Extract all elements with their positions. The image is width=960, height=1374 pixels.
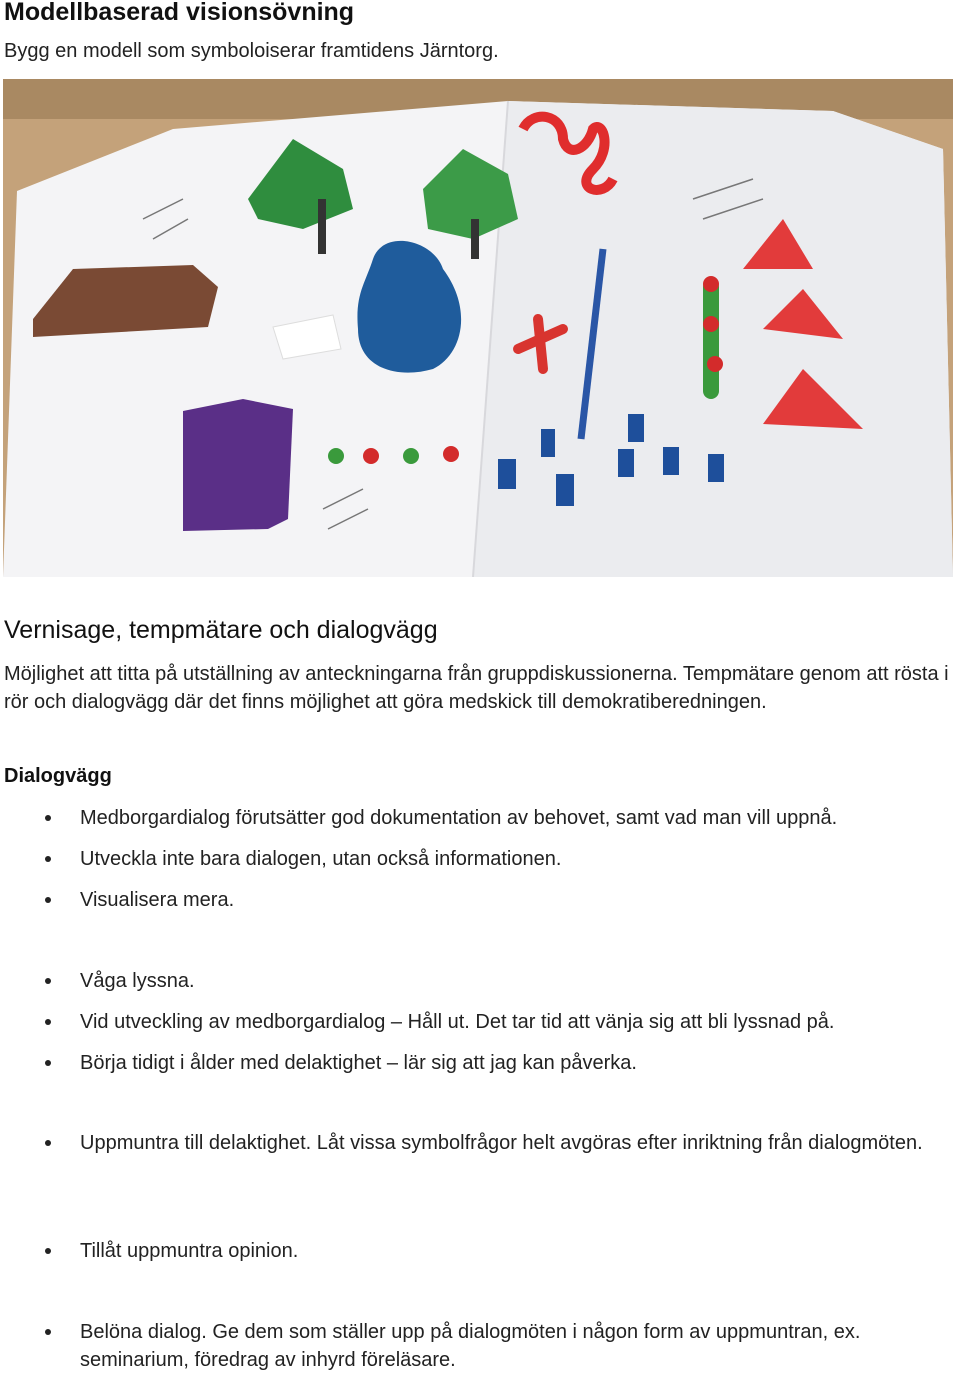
intro-text: Bygg en modell som symboloiserar framtidens Järntorg. <box>4 40 499 62</box>
bullet-2 <box>45 856 51 862</box>
section-heading: Vernisage, tempmätare och dialogvägg <box>4 616 438 644</box>
bullet-3 <box>45 897 51 903</box>
bullet-5 <box>45 1019 51 1025</box>
list-item: Uppmuntra till delaktighet. Låt vissa symbolfrågor helt avgöras efter inriktning från dialogmöten. <box>80 1132 923 1154</box>
list-item: Börja tidigt i ålder med delaktighet – lär sig att jag kan påverka. <box>80 1052 637 1074</box>
page-title: Modellbaserad visionsövning <box>4 0 355 26</box>
bullet-7 <box>45 1140 51 1146</box>
bullet-6 <box>45 1060 51 1066</box>
bullet-9 <box>45 1329 51 1335</box>
list-item: Belöna dialog. Ge dem som ställer upp på dialogmöten i någon form av uppmuntran, ex. seminarium, föredrag av inhyrd föreläsare. <box>80 1321 861 1371</box>
dialog-heading: Dialogvägg <box>4 765 112 787</box>
model-photo <box>3 79 953 577</box>
list-item: Tillåt uppmuntra opinion. <box>80 1240 299 1262</box>
list-item: Visualisera mera. <box>80 889 235 911</box>
list-item: Utveckla inte bara dialogen, utan också informationen. <box>80 848 562 870</box>
model-photo-icon <box>3 79 953 577</box>
bullet-1 <box>45 815 51 821</box>
bullet-8 <box>45 1248 51 1254</box>
list-item: Våga lyssna. <box>80 970 195 992</box>
bullet-4 <box>45 978 51 984</box>
list-item: Medborgardialog förutsätter god dokumentation av behovet, samt vad man vill uppnå. <box>80 807 838 829</box>
list-item: Vid utveckling av medborgardialog – Håll ut. Det tar tid att vänja sig att bli lyssnad på. <box>80 1011 835 1033</box>
section-paragraph: Möjlighet att titta på utställning av anteckningarna från gruppdiskussionerna. Tempmätare genom att rösta i rör och dialogvägg där det finns möjlighet att göra medskick till demokratiberedningen. <box>4 663 949 713</box>
